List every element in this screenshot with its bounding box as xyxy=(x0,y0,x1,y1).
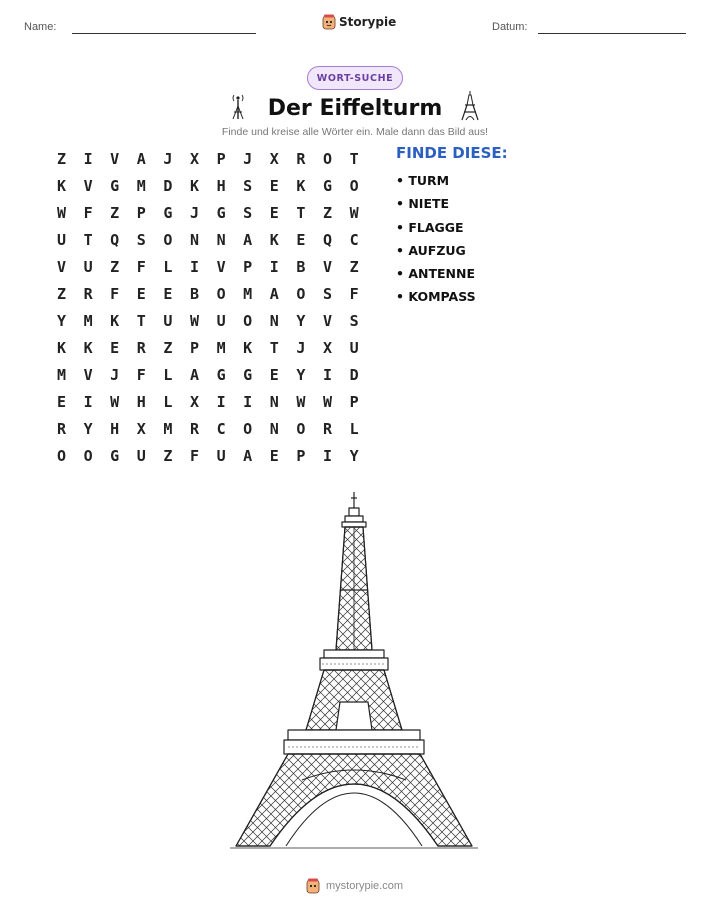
grid-letter[interactable]: P xyxy=(136,204,146,222)
grid-letter[interactable]: Y xyxy=(56,312,67,330)
find-these-heading: FINDE DIESE: xyxy=(396,144,508,162)
grid-letter[interactable]: E xyxy=(110,339,120,357)
grid-letter[interactable]: Z xyxy=(110,258,120,276)
grid-letter[interactable]: U xyxy=(216,312,226,330)
grid-letter[interactable]: X xyxy=(269,150,279,168)
grid-letter[interactable]: K xyxy=(189,177,200,195)
grid-letter[interactable]: G xyxy=(322,177,333,195)
grid-letter[interactable]: O xyxy=(296,420,306,438)
grid-letter[interactable]: U xyxy=(136,447,146,465)
grid-letter[interactable]: L xyxy=(163,393,173,411)
grid-letter[interactable]: E xyxy=(269,177,279,195)
grid-letter[interactable]: X xyxy=(189,393,200,411)
grid-letter[interactable]: V xyxy=(56,258,67,276)
grid-letter[interactable]: J xyxy=(296,339,306,357)
grid-letter[interactable]: Z xyxy=(110,204,120,222)
grid-letter[interactable]: D xyxy=(163,177,173,195)
grid-letter[interactable]: V xyxy=(83,366,93,384)
grid-letter[interactable]: Y xyxy=(296,366,306,384)
grid-letter[interactable]: L xyxy=(349,420,359,438)
grid-letter[interactable]: P xyxy=(216,150,226,168)
grid-letter[interactable]: T xyxy=(83,231,93,249)
grid-letter[interactable]: U xyxy=(83,258,93,276)
grid-letter[interactable]: C xyxy=(349,231,359,249)
grid-letter[interactable]: O xyxy=(243,420,253,438)
grid-letter[interactable]: V xyxy=(83,177,93,195)
grid-letter[interactable]: Y xyxy=(83,420,93,438)
grid-letter[interactable]: O xyxy=(56,447,67,465)
grid-letter[interactable]: K xyxy=(56,177,67,195)
grid-letter[interactable]: N xyxy=(216,231,226,249)
word-item: • FLAGGE xyxy=(396,219,464,235)
grid-letter[interactable]: E xyxy=(269,204,279,222)
word-item: • AUFZUG xyxy=(396,242,466,258)
grid-letter[interactable]: H xyxy=(110,420,120,438)
grid-letter[interactable]: A xyxy=(136,150,146,168)
grid-letter[interactable]: G xyxy=(163,204,173,222)
grid-letter[interactable]: P xyxy=(243,258,253,276)
grid-letter[interactable]: P xyxy=(296,447,306,465)
grid-letter[interactable]: Z xyxy=(349,258,359,276)
grid-letter[interactable]: A xyxy=(189,366,200,384)
grid-letter[interactable]: I xyxy=(189,258,200,276)
word-item: • ANTENNE xyxy=(396,266,476,282)
grid-letter[interactable]: V xyxy=(322,312,333,330)
grid-letter[interactable]: A xyxy=(243,447,253,465)
grid-letter[interactable]: Z xyxy=(56,285,67,303)
grid-letter[interactable]: U xyxy=(56,231,67,249)
eiffel-tower-illustration[interactable] xyxy=(226,490,486,856)
grid-letter[interactable]: B xyxy=(296,258,306,276)
grid-letter[interactable]: D xyxy=(349,366,359,384)
grid-letter[interactable]: M xyxy=(83,312,93,330)
grid-letter[interactable]: O xyxy=(163,231,173,249)
grid-letter[interactable]: Q xyxy=(110,231,120,249)
grid-letter[interactable]: O xyxy=(243,312,253,330)
grid-letter[interactable]: G xyxy=(216,366,226,384)
grid-letter[interactable]: U xyxy=(216,447,226,465)
grid-letter[interactable]: L xyxy=(163,366,173,384)
word-item: • NIETE xyxy=(396,196,450,212)
grid-letter[interactable]: R xyxy=(56,420,67,438)
grid-letter[interactable]: K xyxy=(296,177,306,195)
grid-letter[interactable]: F xyxy=(110,285,120,303)
grid-letter[interactable]: J xyxy=(189,204,200,222)
grid-letter[interactable]: Z xyxy=(56,150,67,168)
grid-letter[interactable]: P xyxy=(189,339,200,357)
grid-letter[interactable]: V xyxy=(110,150,120,168)
grid-letter[interactable]: K xyxy=(243,339,253,357)
grid-letter[interactable]: L xyxy=(163,258,173,276)
grid-letter[interactable]: N xyxy=(269,393,279,411)
footer-url[interactable]: mystorypie.com xyxy=(325,880,404,892)
grid-letter[interactable]: E xyxy=(269,447,279,465)
grid-letter[interactable]: B xyxy=(189,285,200,303)
grid-letter[interactable]: V xyxy=(322,258,333,276)
grid-letter[interactable]: F xyxy=(83,204,93,222)
grid-letter[interactable]: M xyxy=(163,420,173,438)
grid-letter[interactable]: W xyxy=(296,393,306,411)
grid-letter[interactable]: G xyxy=(110,447,120,465)
grid-letter[interactable]: U xyxy=(349,339,359,357)
grid-letter[interactable]: A xyxy=(243,231,253,249)
grid-letter[interactable]: K xyxy=(56,339,67,357)
grid-letter[interactable]: X xyxy=(136,420,146,438)
grid-letter[interactable]: C xyxy=(216,420,226,438)
grid-letter[interactable]: N xyxy=(189,231,200,249)
grid-letter[interactable]: I xyxy=(243,393,253,411)
grid-letter[interactable]: S xyxy=(136,231,146,249)
grid-letter[interactable]: R xyxy=(136,339,146,357)
grid-letter[interactable]: W xyxy=(189,312,200,330)
grid-letter[interactable]: V xyxy=(216,258,226,276)
grid-letter[interactable]: S xyxy=(243,177,253,195)
grid-letter[interactable]: S xyxy=(322,285,333,303)
grid-letter[interactable]: I xyxy=(269,258,279,276)
instructions: Finde und kreise alle Wörter ein. Male dann das Bild aus! xyxy=(221,126,489,138)
grid-letter[interactable]: F xyxy=(349,285,359,303)
word-list xyxy=(396,171,476,311)
grid-letter[interactable]: N xyxy=(269,312,279,330)
word-item: • TURM xyxy=(396,173,450,188)
grid-letter[interactable]: E xyxy=(296,231,306,249)
grid-letter[interactable]: W xyxy=(110,393,120,411)
grid-letter[interactable]: Z xyxy=(163,447,173,465)
grid-letter[interactable]: O xyxy=(296,285,306,303)
grid-letter[interactable]: I xyxy=(322,366,333,384)
grid-letter[interactable]: F xyxy=(136,258,146,276)
grid-letter[interactable]: K xyxy=(269,231,279,249)
grid-letter[interactable]: W xyxy=(349,204,359,222)
grid-letter[interactable]: T xyxy=(296,204,306,222)
grid-letter[interactable]: O xyxy=(349,177,359,195)
grid-letter[interactable]: I xyxy=(216,393,226,411)
grid-letter[interactable]: G xyxy=(216,204,226,222)
grid-letter[interactable]: X xyxy=(189,150,200,168)
grid-letter[interactable]: K xyxy=(83,339,93,357)
grid-letter[interactable]: E xyxy=(163,285,173,303)
grid-letter[interactable]: J xyxy=(110,366,120,384)
grid-letter[interactable]: P xyxy=(349,393,359,411)
word-item: • KOMPASS xyxy=(396,289,476,305)
grid-letter[interactable]: H xyxy=(216,177,226,195)
grid-letter[interactable]: M xyxy=(216,339,226,357)
grid-letter[interactable]: A xyxy=(269,285,279,303)
grid-letter[interactable]: Q xyxy=(322,231,333,249)
grid-letter[interactable]: U xyxy=(163,312,173,330)
grid-letter[interactable]: T xyxy=(349,150,359,168)
grid-letter[interactable]: S xyxy=(349,312,359,330)
grid-letter[interactable]: R xyxy=(322,420,333,438)
grid-letter[interactable]: J xyxy=(243,150,253,168)
grid-letter[interactable]: T xyxy=(269,339,279,357)
name-label: Name: xyxy=(24,21,57,33)
grid-letter[interactable]: N xyxy=(269,420,279,438)
storypie-mascot-icon xyxy=(306,878,320,894)
grid-letter[interactable]: I xyxy=(322,447,333,465)
grid-letter[interactable]: K xyxy=(110,312,120,330)
grid-letter[interactable]: R xyxy=(296,150,306,168)
grid-letter[interactable]: X xyxy=(322,339,333,357)
grid-letter[interactable]: M xyxy=(56,366,67,384)
grid-letter[interactable]: O xyxy=(322,150,333,168)
grid-letter[interactable]: Z xyxy=(322,204,333,222)
grid-letter[interactable]: I xyxy=(83,150,93,168)
grid-letter[interactable]: Y xyxy=(349,447,359,465)
grid-letter[interactable]: G xyxy=(243,366,253,384)
grid-letter[interactable]: Y xyxy=(296,312,306,330)
grid-letter[interactable]: S xyxy=(243,204,253,222)
wordsearch-badge: WORT-SUCHE xyxy=(307,66,403,90)
brand-name: Storypie xyxy=(339,15,397,29)
name-line[interactable] xyxy=(72,33,256,34)
grid-letter[interactable]: W xyxy=(56,204,67,222)
eiffel-tower-icon xyxy=(459,91,481,121)
date-label: Datum: xyxy=(492,21,528,33)
grid-letter[interactable]: E xyxy=(136,285,146,303)
grid-letter[interactable]: I xyxy=(83,393,93,411)
grid-letter[interactable]: R xyxy=(189,420,200,438)
grid-letter[interactable]: F xyxy=(189,447,200,465)
grid-letter[interactable]: W xyxy=(322,393,333,411)
storypie-mascot-icon xyxy=(322,14,336,30)
grid-letter[interactable]: H xyxy=(136,393,146,411)
grid-letter[interactable]: E xyxy=(269,366,279,384)
date-line[interactable] xyxy=(538,33,686,34)
brand-logo xyxy=(322,14,396,30)
grid-letter[interactable]: O xyxy=(216,285,226,303)
grid-letter[interactable]: J xyxy=(163,150,173,168)
page-title: Der Eiffelturm xyxy=(267,95,443,121)
grid-letter[interactable]: F xyxy=(136,366,146,384)
grid-letter[interactable]: T xyxy=(136,312,146,330)
grid-letter[interactable]: R xyxy=(83,285,93,303)
grid-letter[interactable]: G xyxy=(110,177,120,195)
footer xyxy=(0,878,709,894)
grid-letter[interactable]: O xyxy=(83,447,93,465)
grid-letter[interactable]: M xyxy=(136,177,146,195)
grid-letter[interactable]: E xyxy=(56,393,67,411)
grid-letter[interactable]: M xyxy=(243,285,253,303)
grid-letter[interactable]: Z xyxy=(163,339,173,357)
